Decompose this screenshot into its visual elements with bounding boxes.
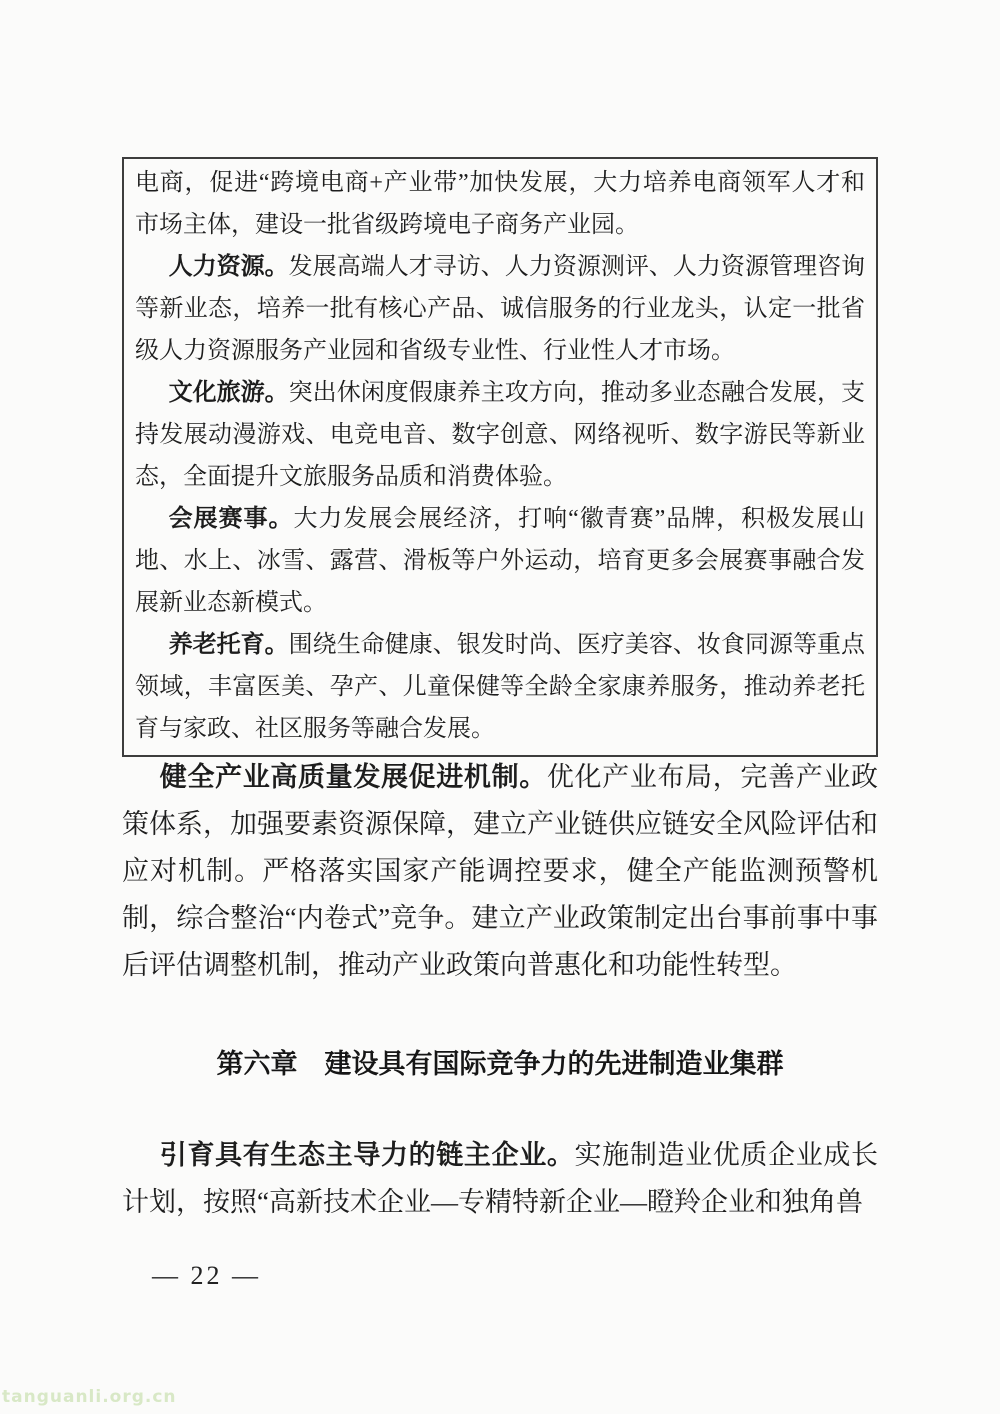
paragraph-lead: 会展赛事。 (168, 505, 294, 532)
chapter-heading: 第六章 建设具有国际竞争力的先进制造业集群 (216, 1049, 784, 1079)
paragraph-chain-enterprises (122, 1132, 878, 1226)
watermark-text: tanguanli.org.cn (2, 1387, 177, 1407)
boxed-section (122, 157, 878, 757)
paragraph-text: 围绕生命健康、银发时尚、医疗美容、妆食同源等重点领域，丰富医美、孕产、儿童保健等全龄全家康养服务，推动养老托育与家政、社区服务等融合发展。 (135, 632, 866, 742)
paragraph-elderly-childcare (135, 624, 865, 750)
paragraph-text: 实施制造业优质企业成长计划，按照“高新技术企业—专精特新企业—瞪羚企业和独角兽 (122, 1140, 879, 1217)
page-number: — 22 — (152, 1261, 261, 1290)
paragraph-text: 大力发展会展经济，打响“徽青赛”品牌，积极发展山地、水上、冰雪、露营、滑板等户外运动，培育更多会展赛事融合发展新业态新模式。 (135, 506, 865, 616)
paragraph-exhibition-events (135, 498, 865, 624)
paragraph-text: 电商，促进“跨境电商+产业带”加快发展，大力培养电商领军人才和市场主体，建设一批省级跨境电子商务产业园。 (135, 170, 865, 238)
paragraph-lead: 引育具有生态主导力的链主企业。 (159, 1140, 575, 1170)
paragraph-lead: 养老托育。 (168, 631, 289, 658)
paragraph-mechanism (122, 754, 878, 989)
paragraph-human-resources (135, 246, 865, 372)
paragraph-lead: 人力资源。 (168, 253, 289, 280)
paragraph-ecommerce-continuation (135, 162, 865, 246)
paragraph-culture-tourism (135, 372, 865, 498)
paragraph-text: 突出休闲度假康养主攻方向，推动多业态融合发展，支持发展动漫游戏、电竞电音、数字创意、网络视听、数字游民等新业态，全面提升文旅服务品质和消费体验。 (135, 380, 866, 490)
paragraph-text: 发展高端人才寻访、人力资源测评、人力资源管理咨询等新业态，培养一批有核心产品、诚信服务的行业龙头，认定一批省级人力资源服务产业园和省级专业性、行业性人才市场。 (135, 254, 866, 364)
paragraph-lead: 健全产业高质量发展促进机制。 (159, 762, 547, 792)
paragraph-lead: 文化旅游。 (168, 379, 289, 406)
paragraph-text: 优化产业布局，完善产业政策体系，加强要素资源保障，建立产业链供应链安全风险评估和应对机制。严格落实国家产能调控要求，健全产能监测预警机制，综合整治“内卷式”竞争。建立产业政策制定出台事前事中事后评估调整机制，推动产业政策向普惠化和功能性转型。 (122, 762, 879, 980)
